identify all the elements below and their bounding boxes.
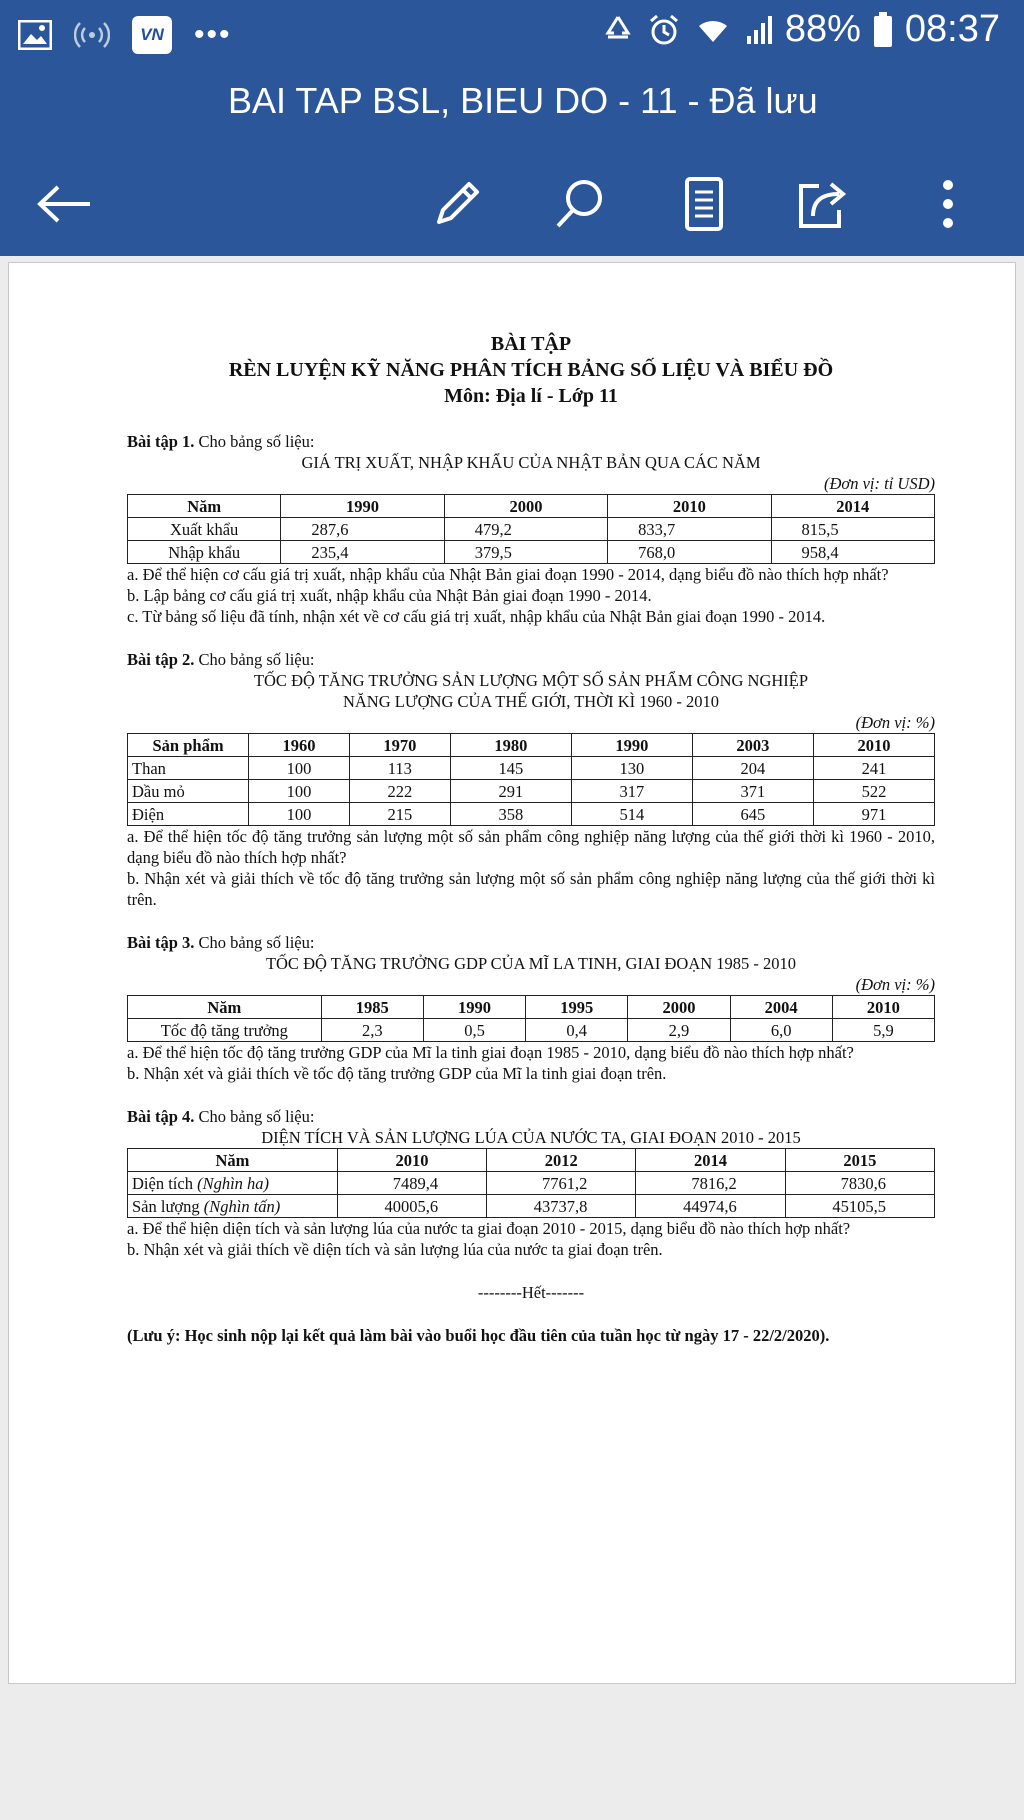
vn-app-icon: VN (132, 16, 172, 54)
document-page[interactable] (8, 262, 1016, 1684)
table-cell: 145 (450, 757, 571, 780)
table-cell: 287,6 (281, 518, 444, 541)
table-row (128, 803, 935, 826)
exercise-1-unit: (Đơn vị: tỉ USD) (824, 474, 935, 493)
table-header: 2010 (813, 734, 934, 757)
table-header: 2015 (785, 1149, 934, 1172)
table-header: Sản phẩm (128, 734, 249, 757)
pencil-icon (429, 176, 485, 232)
table-cell: Tốc độ tăng trưởng (128, 1019, 322, 1042)
search-button[interactable] (548, 172, 612, 236)
table-header: 2000 (628, 996, 730, 1019)
table-cell: 0,5 (423, 1019, 525, 1042)
status-bar (0, 0, 1024, 72)
row-label-unit: (Nghìn ha) (197, 1173, 270, 1193)
table-header: 1990 (423, 996, 525, 1019)
battery-icon (873, 12, 893, 48)
exercise-2-question-a: a. Để thể hiện tốc độ tăng trưởng sản lượng một số sản phẩm công nghiệp năng lượng của thế giới thời kì 1960 - 2010, dạng biểu đồ nào thích hợp nhất? (127, 827, 935, 867)
table-cell: 7489,4 (337, 1172, 486, 1195)
table-header-row (128, 1149, 935, 1172)
table-cell: 6,0 (730, 1019, 832, 1042)
table-cell: 317 (571, 780, 692, 803)
table-cell: 768,0 (608, 541, 771, 564)
table-cell: 371 (692, 780, 813, 803)
more-vertical-icon (940, 176, 956, 232)
table-cell: 7816,2 (636, 1172, 785, 1195)
table-cell: 7761,2 (487, 1172, 636, 1195)
table-header: 2010 (337, 1149, 486, 1172)
table-header: 2010 (832, 996, 934, 1019)
exercise-2-label: Bài tập 2. (127, 650, 195, 669)
table-header: 2014 (636, 1149, 785, 1172)
table-row (128, 780, 935, 803)
exercise-2-unit: (Đơn vị: %) (855, 713, 935, 732)
table-row (128, 518, 935, 541)
table-cell: Điện (128, 803, 249, 826)
share-button[interactable] (792, 172, 856, 236)
table-cell: 45105,5 (785, 1195, 934, 1218)
exercise-1-question-a: a. Để thể hiện cơ cấu giá trị xuất, nhập khẩu của Nhật Bản giai đoạn 1990 - 2014, dạng biểu đồ nào thích hợp nhất? (127, 565, 889, 584)
back-arrow-icon (36, 184, 92, 224)
exercise-1-table-title: GIÁ TRỊ XUẤT, NHẬP KHẨU CỦA NHẬT BẢN QUA CÁC NĂM (301, 453, 761, 472)
table-cell: 204 (692, 757, 813, 780)
app-title-bar (0, 72, 1024, 152)
search-icon (552, 176, 608, 232)
exercise-2-table (127, 733, 935, 826)
exercise-4 (127, 1106, 935, 1260)
exercise-1-question-c: c. Từ bảng số liệu đã tính, nhận xét về cơ cấu giá trị xuất, nhập khẩu của Nhật Bản giai đoạn 1990 - 2014. (127, 607, 826, 626)
exercise-2-question-b: b. Nhận xét và giải thích về tốc độ tăng trưởng sản lượng một số sản phẩm công nghiệp năng lượng của thế giới thời kì trên. (127, 869, 935, 909)
battery-percent: 88% (784, 8, 861, 50)
exercise-3-table (127, 995, 935, 1042)
table-cell: 358 (450, 803, 571, 826)
reading-view-button[interactable] (672, 172, 736, 236)
wifi-icon (693, 14, 733, 46)
exercise-4-question-b: b. Nhận xét và giải thích về diện tích và sản lượng lúa của nước ta giai đoạn trên. (127, 1240, 663, 1259)
exercise-4-label: Bài tập 4. (127, 1107, 195, 1126)
table-cell: 44974,6 (636, 1195, 785, 1218)
table-row (128, 757, 935, 780)
exercise-4-table-title: DIỆN TÍCH VÀ SẢN LƯỢNG LÚA CỦA NƯỚC TA, GIAI ĐOẠN 2010 - 2015 (261, 1128, 801, 1147)
row-label: Diện tích (132, 1173, 198, 1193)
table-header: Năm (128, 996, 322, 1019)
recycle-icon (601, 14, 635, 46)
table-header: 2012 (487, 1149, 636, 1172)
table-header: 2014 (771, 495, 934, 518)
exercise-4-intro: Cho bảng số liệu: (194, 1107, 315, 1126)
table-header: 2003 (692, 734, 813, 757)
table-header: 1990 (571, 734, 692, 757)
table-cell: 7830,6 (785, 1172, 934, 1195)
exercise-4-table (127, 1148, 935, 1218)
table-header: 1990 (281, 495, 444, 518)
table-cell (128, 1172, 338, 1195)
table-row (128, 1195, 935, 1218)
table-cell: 222 (349, 780, 450, 803)
share-icon (795, 176, 853, 232)
table-cell: Dầu mỏ (128, 780, 249, 803)
gallery-icon (18, 20, 52, 50)
exercise-2-intro: Cho bảng số liệu: (194, 650, 315, 669)
table-header: 1980 (450, 734, 571, 757)
table-row (128, 1172, 935, 1195)
table-cell: 100 (249, 757, 350, 780)
table-row (128, 1019, 935, 1042)
table-cell: 971 (813, 803, 934, 826)
table-cell: 0,4 (526, 1019, 628, 1042)
signal-icon (745, 14, 773, 46)
table-header: 1995 (526, 996, 628, 1019)
table-cell: Nhập khẩu (128, 541, 281, 564)
exercise-3-question-b: b. Nhận xét và giải thích về tốc độ tăng trưởng GDP của Mĩ la tinh giai đoạn trên. (127, 1064, 667, 1083)
exercise-1-table (127, 494, 935, 564)
table-cell: 2,3 (321, 1019, 423, 1042)
table-header: 2004 (730, 996, 832, 1019)
table-cell: 113 (349, 757, 450, 780)
table-cell: 514 (571, 803, 692, 826)
table-cell: 2,9 (628, 1019, 730, 1042)
table-cell: 100 (249, 780, 350, 803)
row-label: Sản lượng (132, 1196, 204, 1216)
exercise-3-table-title: TỐC ĐỘ TĂNG TRƯỞNG GDP CỦA MĨ LA TINH, GIAI ĐOẠN 1985 - 2010 (265, 954, 797, 973)
table-cell: Xuất khẩu (128, 518, 281, 541)
hotspot-icon (74, 19, 110, 51)
exercise-1-intro: Cho bảng số liệu: (194, 432, 315, 451)
table-cell: 291 (450, 780, 571, 803)
exercise-3-intro: Cho bảng số liệu: (194, 933, 315, 952)
document-title: BAI TAP BSL, BIEU DO - 11 - Đã lưu (228, 80, 818, 121)
table-header: 1985 (321, 996, 423, 1019)
table-row (128, 541, 935, 564)
table-cell: 5,9 (832, 1019, 934, 1042)
table-header-row (128, 996, 935, 1019)
reading-view-icon (684, 176, 724, 232)
row-label-unit: (Nghìn tấn) (203, 1196, 281, 1216)
table-cell: 379,5 (444, 541, 607, 564)
document-body (127, 331, 935, 1346)
table-cell: 645 (692, 803, 813, 826)
more-options-button[interactable] (916, 172, 980, 236)
exercise-1 (127, 431, 935, 627)
table-cell: 235,4 (281, 541, 444, 564)
table-cell: 40005,6 (337, 1195, 486, 1218)
alarm-icon (647, 13, 681, 47)
submission-note: (Lưu ý: Học sinh nộp lại kết quả làm bài vào buổi học đầu tiên của tuần học từ ngày 17 - 22/2/2020). (127, 1326, 830, 1345)
exercise-4-question-a: a. Để thể hiện diện tích và sản lượng lúa của nước ta giai đoạn 2010 - 2015, dạng biểu đồ nào thích hợp nhất? (127, 1219, 851, 1238)
table-header: 1960 (249, 734, 350, 757)
exercise-2-table-title-line2: NĂNG LƯỢNG CỦA THẾ GIỚI, THỜI KÌ 1960 - 2010 (342, 692, 720, 711)
heading-subject: Môn: Địa lí - Lớp 11 (444, 385, 618, 407)
exercise-3-question-a: a. Để thể hiện tốc độ tăng trưởng GDP của Mĩ la tinh giai đoạn 1985 - 2010, dạng biểu đồ nào thích hợp nhất? (127, 1043, 854, 1062)
table-header-row (128, 495, 935, 518)
clock: 08:37 (904, 8, 1000, 50)
table-cell: Than (128, 757, 249, 780)
table-cell: 130 (571, 757, 692, 780)
exercise-3-unit: (Đơn vị: %) (855, 975, 935, 994)
table-header-row (128, 734, 935, 757)
table-cell (128, 1195, 338, 1218)
edit-button[interactable] (425, 172, 489, 236)
table-cell: 958,4 (771, 541, 934, 564)
exercise-1-label: Bài tập 1. (127, 432, 195, 451)
table-header: 2010 (608, 495, 771, 518)
toolbar (0, 152, 1024, 256)
table-cell: 479,2 (444, 518, 607, 541)
heading-exercise: BÀI TẬP (490, 333, 572, 355)
table-header: 1970 (349, 734, 450, 757)
table-header: Năm (128, 495, 281, 518)
exercise-3 (127, 932, 935, 1084)
table-cell: 241 (813, 757, 934, 780)
table-header: 2000 (444, 495, 607, 518)
table-cell: 100 (249, 803, 350, 826)
table-cell: 815,5 (771, 518, 934, 541)
table-cell: 522 (813, 780, 934, 803)
exercise-2-table-title-line1: TỐC ĐỘ TĂNG TRƯỞNG SẢN LƯỢNG MỘT SỐ SẢN PHẨM CÔNG NGHIỆP (253, 671, 809, 690)
background-area (0, 1684, 1024, 1820)
table-cell: 833,7 (608, 518, 771, 541)
heading-skill: RÈN LUYỆN KỸ NĂNG PHÂN TÍCH BẢNG SỐ LIỆU VÀ BIỂU ĐỒ (228, 359, 834, 381)
table-cell: 215 (349, 803, 450, 826)
back-button[interactable] (32, 172, 96, 236)
end-marker: --------Hết------- (477, 1283, 585, 1302)
more-notifications-icon: ••• (194, 18, 232, 51)
table-header: Năm (128, 1149, 338, 1172)
exercise-1-question-b: b. Lập bảng cơ cấu giá trị xuất, nhập khẩu của Nhật Bản giai đoạn 1990 - 2014. (127, 586, 652, 605)
table-cell: 43737,8 (487, 1195, 636, 1218)
exercise-2 (127, 649, 935, 910)
exercise-3-label: Bài tập 3. (127, 933, 195, 952)
